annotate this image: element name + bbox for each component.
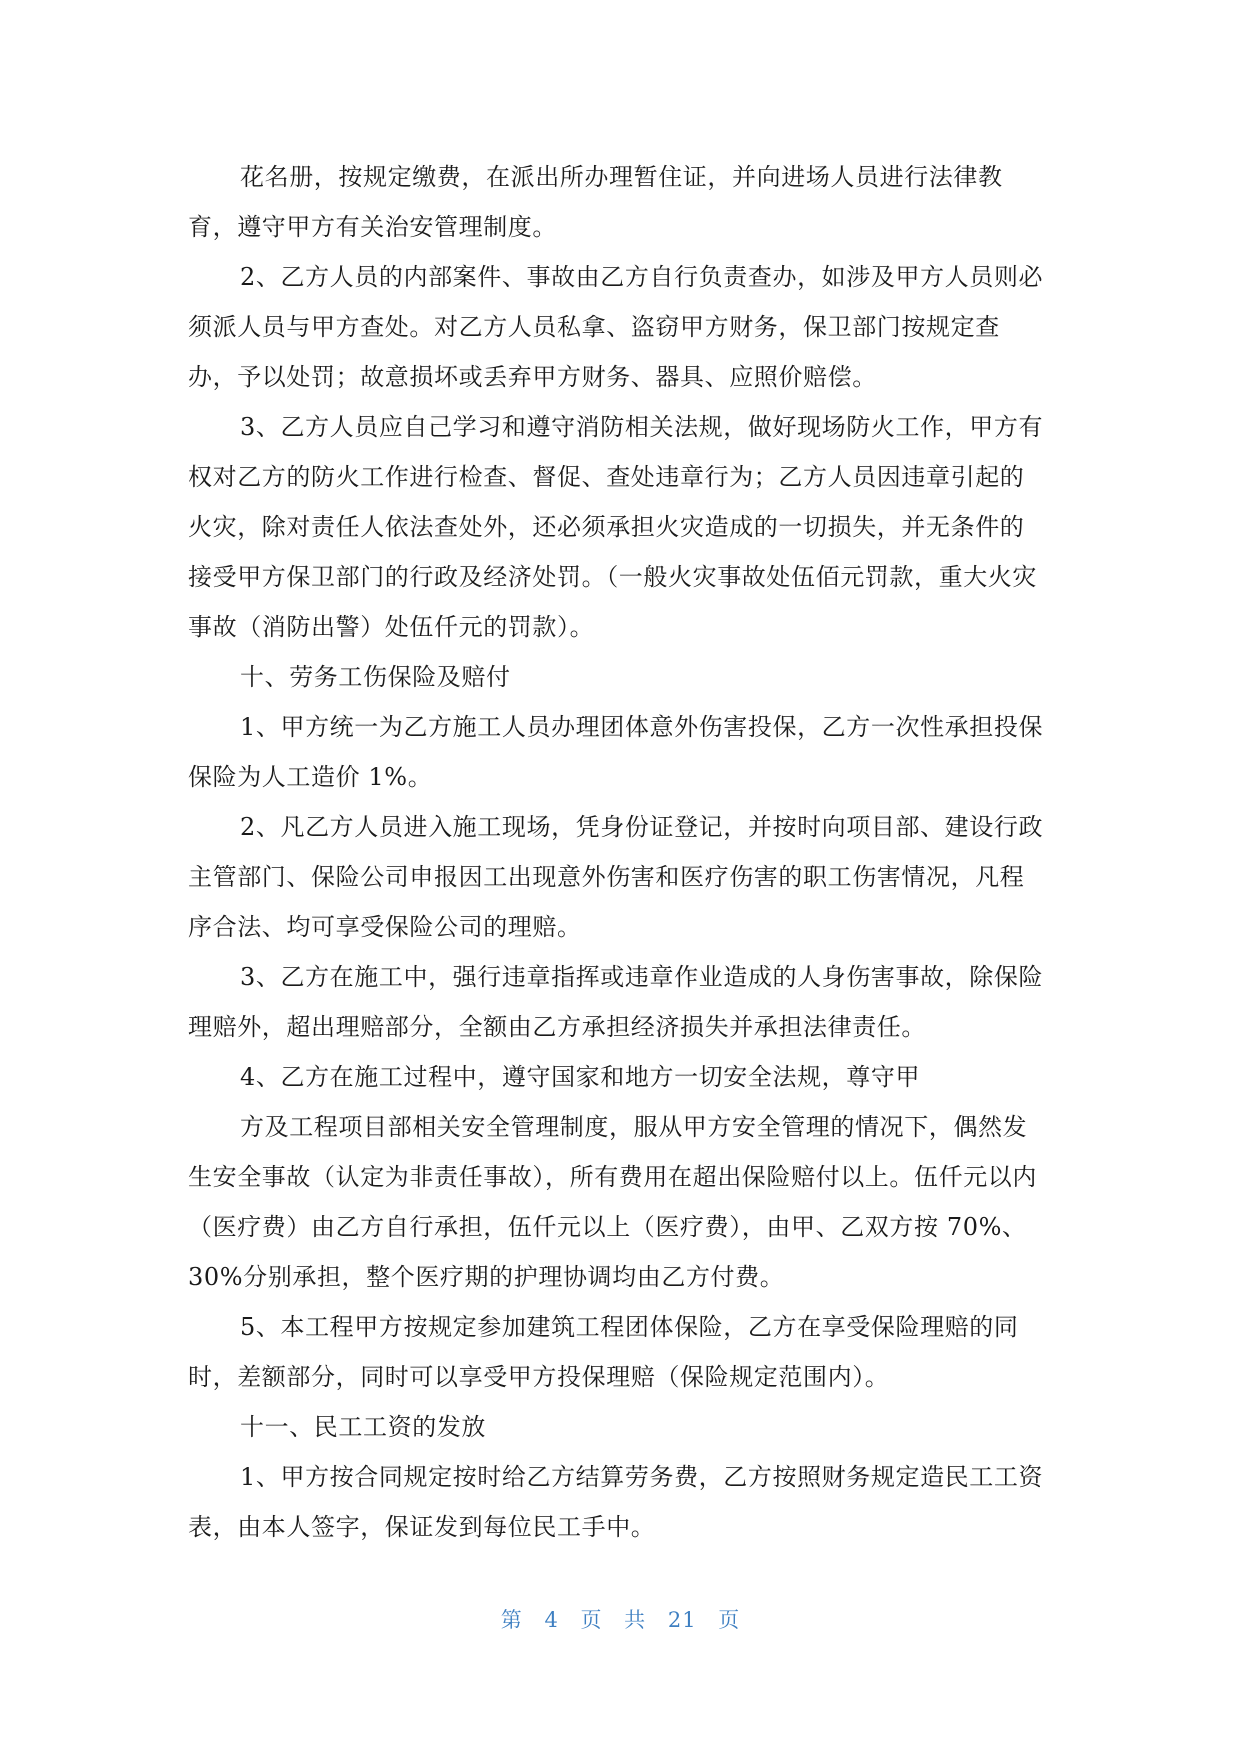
text-line: 1、甲方按合同规定按时给乙方结算劳务费，乙方按照财务规定造民工工资 [240,1463,1044,1491]
text-line: 1、甲方统一为乙方施工人员办理团体意外伤害投保，乙方一次性承担投保 [240,713,1044,741]
text-line: 4、乙方在施工过程中，遵守国家和地方一切安全法规，尊守甲 [240,1063,921,1091]
text-line: 主管部门、保险公司申报因工出现意外伤害和医疗伤害的职工伤害情况，凡程 [188,863,1025,891]
text-line: 十一、民工工资的发放 [240,1413,486,1441]
text-line: 30%分别承担，整个医疗期的护理协调均由乙方付费。 [188,1263,785,1291]
text-line: 表，由本人签字，保证发到每位民工手中。 [188,1513,656,1541]
text-line: 方及工程项目部相关安全管理制度，服从甲方安全管理的情况下，偶然发 [240,1113,1028,1141]
text-line: 权对乙方的防火工作进行检查、督促、查处违章行为；乙方人员因违章引起的 [188,463,1025,491]
text-line: 时，差额部分，同时可以享受甲方投保理赔（保险规定范围内）。 [188,1363,890,1391]
text-line: 理赔外，超出理赔部分，全额由乙方承担经济损失并承担法律责任。 [188,1013,926,1041]
text-line: 接受甲方保卫部门的行政及经济处罚。（一般火灾事故处伍佰元罚款，重大火灾 [188,563,1037,591]
text-line: 办，予以处罚；故意损坏或丢弃甲方财务、器具、应照价赔偿。 [188,363,877,391]
text-line: 2、凡乙方人员进入施工现场，凭身份证登记，并按时向项目部、建设行政 [240,813,1044,841]
text-line: 须派人员与甲方查处。对乙方人员私拿、盗窃甲方财务，保卫部门按规定查 [188,313,1000,341]
text-line: 十、劳务工伤保险及赔付 [240,663,511,691]
text-line: 育，遵守甲方有关治安管理制度。 [188,213,557,241]
text-line: 事故（消防出警）处伍仟元的罚款）。 [188,613,595,641]
text-line: 3、乙方在施工中，强行违章指挥或违章作业造成的人身伤害事故，除保险 [240,963,1044,991]
text-line: 保险为人工造价 1%。 [188,763,433,791]
text-line: 序合法、均可享受保险公司的理赔。 [188,913,582,941]
text-line: 3、乙方人员应自己学习和遵守消防相关法规，做好现场防火工作，甲方有 [240,413,1044,441]
text-line: 5、本工程甲方按规定参加建筑工程团体保险，乙方在享受保险理赔的同 [240,1313,1019,1341]
page-number-footer: 第 4 页 共 21 页 [500,1608,741,1632]
text-line: 2、乙方人员的内部案件、事故由乙方自行负责查办，如涉及甲方人员则必 [240,263,1044,291]
document-body [188,152,1058,1552]
text-line: （医疗费）由乙方自行承担，伍仟元以上（医疗费），由甲、乙双方按 70%、 [188,1213,1027,1241]
text-line: 火灾，除对责任人依法查处外，还必须承担火灾造成的一切损失，并无条件的 [188,513,1025,541]
text-line: 花名册，按规定缴费，在派出所办理暂住证，并向进场人员进行法律教 [240,163,1003,191]
text-line: 生安全事故（认定为非责任事故），所有费用在超出保险赔付以上。伍仟元以内 [188,1163,1037,1191]
